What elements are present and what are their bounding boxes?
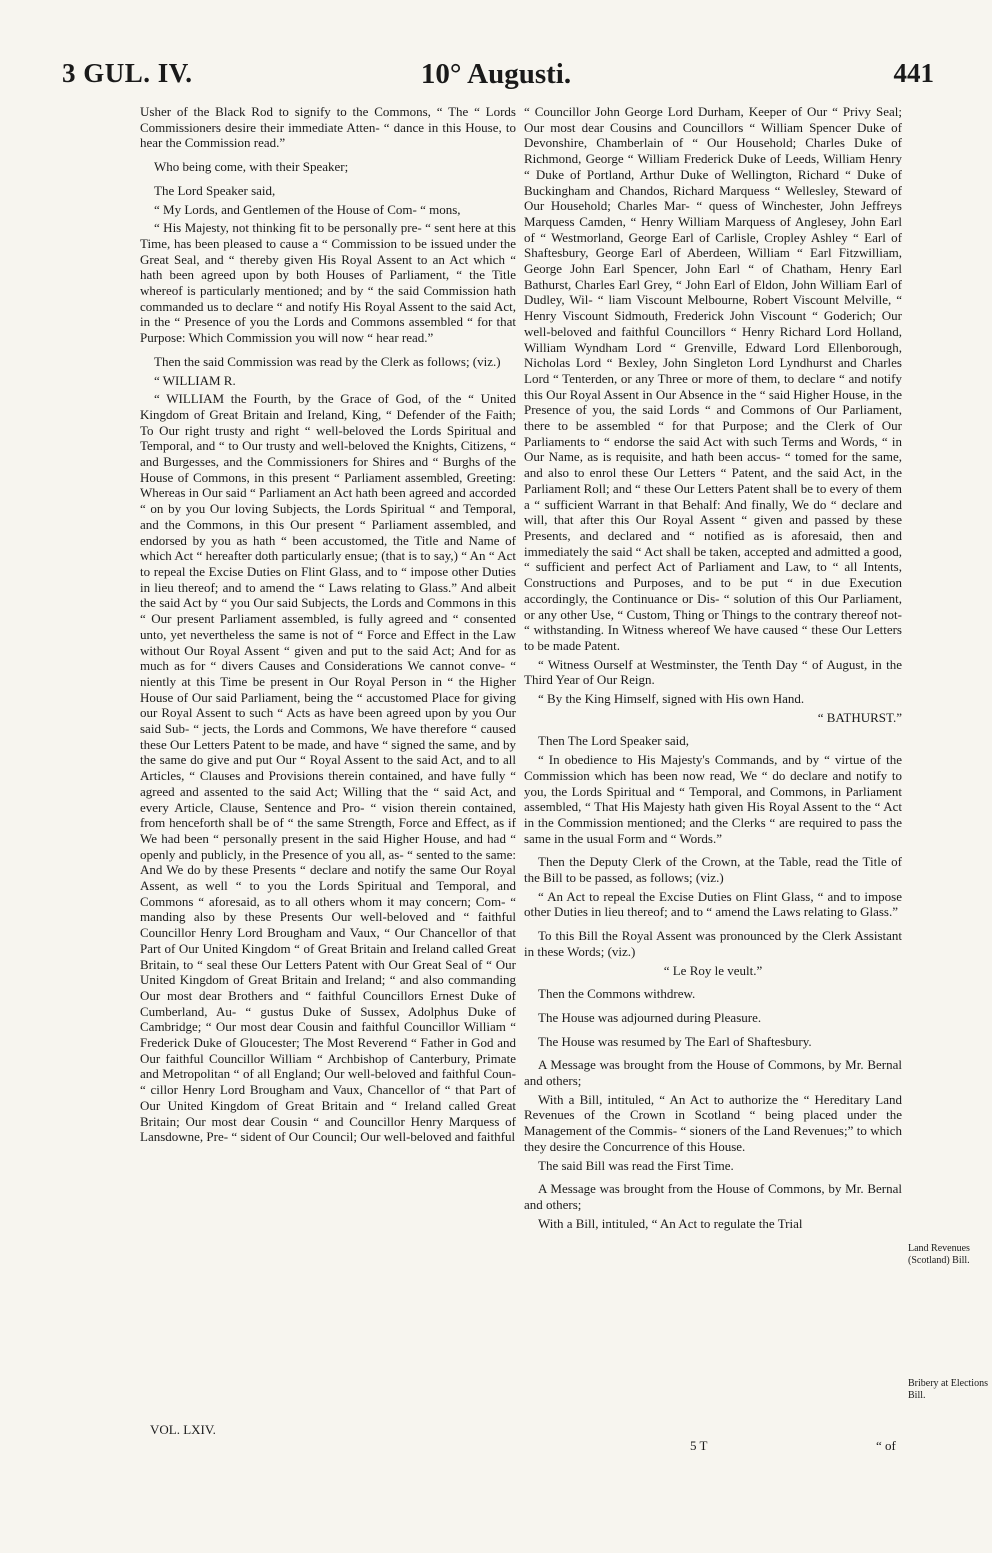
paragraph: To this Bill the Royal Assent was pronounced by the Clerk Assistant in these Words; (viz.): [524, 928, 902, 959]
paragraph: “ In obedience to His Majesty's Commands, and by “ virtue of the Commission which has been now read, We “ do declare and notify to you, the Lords Spiritual and “ Temporal, and Commons, in Parliament assembled, “ That His Majesty hath given His Royal Assent to the “ Act in the Commission mentioned; and the Clerks “ are required to pass the same in the usual Form and “ Words.”: [524, 752, 902, 846]
page-number: 441: [893, 58, 934, 88]
paragraph: “ By the King Himself, signed with His own Hand.: [538, 691, 805, 707]
paragraph: With a Bill, intituled, “ An Act to regulate the Trial: [538, 1215, 803, 1231]
royal-assent-formula: “ Le Roy le veult.”: [663, 962, 763, 978]
regnal-year: 3 GUL. IV.: [62, 58, 193, 88]
page-date: 10° Augusti.: [420, 58, 572, 90]
paragraph: “ His Majesty, not thinking fit to be personally pre- “ sent here at this Time, has been pleased to cause a “ Commission to be issued under the Great Seal, and “ thereby given His Royal Assent to an Act which “ hath been agreed upon by both Houses of Parliament, “ the Title whereof is particularly mentioned; and by “ the said Commission hath commanded us to declare “ and notify His Royal Assent to the said Act, in the “ Presence of you the Lords and Commons assembled “ for that Purpose: Which Commission you will now “ hear read.”: [140, 220, 516, 346]
right-column: [524, 104, 902, 1234]
paragraph: Then the Commons withdrew.: [538, 986, 696, 1002]
paragraph: The Lord Speaker said,: [154, 182, 276, 198]
page-header: [0, 58, 992, 98]
paragraph: The said Bill was read the First Time.: [538, 1157, 734, 1173]
paragraph: Who being come, with their Speaker;: [154, 159, 349, 175]
paragraph: “ Witness Ourself at Westminster, the Tenth Day “ of August, in the Third Year of Our Reign.: [524, 656, 902, 688]
volume-number: VOL. LXIV.: [150, 1422, 216, 1437]
left-column: [140, 104, 516, 1148]
signature-line: “ BATHURST.”: [817, 709, 902, 725]
paragraph: Usher of the Black Rod to signify to the Commons, “ The “ Lords Commissioners desire their immediate Atten- “ dance in this House, to hear the Commission read.”: [140, 104, 516, 151]
paragraph: “ WILLIAM R.: [154, 372, 236, 388]
paragraph: “ Councillor John George Lord Durham, Keeper of Our “ Privy Seal; Our most dear Cousins and Councillors “ William Spencer Duke of Devonshire, Chamberlain of “ Our Household; Charles Duke of Richmond, George “ William Frederick Duke of Leeds, William Henry “ Duke of Portland, Arthur Duke of Wellington, Richard “ Duke of Buckingham and Chandos, Richard Marquess “ Wellesley, Steward of Our Household; Charles Mar- “ quess of Winchester, John Jeffreys Marquess Camden, “ Henry William Marquess of Anglesey, John Earl of “ Westmorland, George Earl of Carlisle, Cropley Ashley “ Earl of Shaftesbury, George Earl of Aberdeen, William “ Earl Fitzwilliam, George John Earl Spencer, John Earl “ of Chatham, Henry Earl Bathurst, Charles Earl Grey, “ John Earl of Eldon, John William Earl of Dudley, Wil- “ liam Viscount Melbourne, Robert Viscount Melville, “ Henry Viscount Sidmouth, Frederick John Viscount “ Goderich; Our well-beloved and faithful Councillors “ Henry Richard Lord Holland, William Wyndham Lord “ Grenville, Edward Lord Ellenborough, Nicholas Lord “ Bexley, John Singleton Lord Lyndhurst and Charles Lord “ Tenterden, or any Three or more of them, to declare “ and notify this Our Royal Assent in Our Absence in the “ said Higher House, in the Presence of you, the said Lords “ and Commons of Our Parliament, there to be assembled “ for that Purpose; and the Clerk of Our Parliaments to “ endorse the said Act with such Terms and Words, “ in Our Name, as is requisite, and hath been accus- “ tomed for the same, and also to enrol these Our Letters “ Patent, and the said Act, in the Parliament Roll; and “ these Our Letters Patent shall be to every of them a “ sufficient Warrant in that Behalf: And finally, We do “ declare and will, that after this Our Royal Assent “ given and passed by these Presents, and declared and “ notified as is aforesaid, then and immediately the said “ Act shall be taken, accepted and admitted a good, “ sufficient and perfect Act of Parliament and Law, to “ all Intents, Constructions and Purposes, and to be put “ in due Execution accordingly, the Continuance or Dis- “ solution of this Our Parliament, or any other Use, “ Custom, Thing or Things to the contrary thereof not- “ withstanding. In Witness whereof We have caused “ these Our Letters to be made Patent.: [524, 104, 902, 653]
paragraph: A Message was brought from the House of Commons, by Mr. Bernal and others;: [524, 1057, 902, 1089]
paragraph: The House was resumed by The Earl of Shaftesbury.: [538, 1033, 812, 1049]
paragraph: Then the said Commission was read by the Clerk as follows; (viz.): [154, 353, 501, 369]
paragraph: “ An Act to repeal the Excise Duties on Flint Glass, “ and to impose other Duties in lieu thereof; and to “ amend the Laws relating to Glass.”: [524, 888, 902, 920]
paragraph: Then The Lord Speaker said,: [538, 733, 690, 749]
paragraph: A Message was brought from the House of Commons, by Mr. Bernal and others;: [524, 1181, 902, 1212]
paragraph: Then the Deputy Clerk of the Crown, at the Table, read the Title of the Bill to be passed, as follows; (viz.): [524, 854, 902, 886]
paragraph: The House was adjourned during Pleasure.: [538, 1009, 762, 1025]
catchword: “ of: [876, 1438, 896, 1453]
paragraph: “ WILLIAM the Fourth, by the Grace of God, of the “ United Kingdom of Great Britain and Ireland, King, “ Defender of the Faith; To Our right trusty and right “ well-beloved the Lords Spiritual and Temporal, and “ to Our trusty and well-beloved the Knights, Citizens, “ and Burgesses, and the Commissioners for Shires and “ Burghs of the House of Commons, in this present “ Parliament assembled, Greeting: Whereas in Our said “ Parliament an Act hath been agreed and accorded “ on by you Our loving Subjects, the Lords Spiritual “ and Temporal, and the Commons, in this Our present “ Parliament assembled, and endorsed by you as hath “ been accustomed, the Title and Name of which Act “ hereafter doth particularly ensue; (that is to say,) “ An “ Act to repeal the Excise Duties on Flint Glass, and to “ impose other Duties in lieu thereof; and to amend the “ Laws relating to Glass.” And albeit the said Act by “ you Our said Subjects, the Lords and Commons in this “ Our present Parliament assembled, is fully agreed and “ consented unto, yet nevertheless the same is not of “ Force and Effect in the Law without Our Royal Assent “ given and put to the said Act; And for as much as for “ divers Causes and Considerations We cannot conve- “ niently at this Time be present in Our Royal Person in “ the Higher House of Our said Parliament, being the “ accustomed Place for giving our Royal Assent to such “ Acts as have been agreed upon by you Our said Sub- “ jects, the Lords and Commons, We have therefore “ caused these Our Letters Patent to be made, and have “ signed the same, and by the same do give and put Our “ Royal Assent to the said Act, and to all Articles, “ Clauses and Provisions therein contained, and have fully “ agreed and assented to the said Act; Willing that the “ said Act, and every Article, Clause, Sentence and Pro- “ vision therein contained, from henceforth shall be of “ the same Strength, Force and Effect, as if We had been “ personally present in the said Higher House, and had “ openly and publicly, in the Presence of you all, as- “ sented to the same: And We do by these Presents “ declare and notify the same Our Royal Assent, as well “ to you the Lords Spiritual and Temporal, and Commons “ aforesaid, as to all others whom it may concern; Com- “ manding also by these Presents Our well-beloved and “ faithful Councillor Henry Lord Brougham and Vaux, “ Our Chancellor of that Part of Our United Kingdom “ of Great Britain and Ireland called Great Britain, to “ seal these Our Letters Patent with Our Great Seal of “ Our United Kingdom of Great Britain and Ireland; “ and also commanding Our most dear Brothers and “ faithful Councillors Ernest Duke of Cumberland, Au- “ gustus Duke of Sussex, Adolphus Duke of Cambridge; “ Our most dear Cousin and faithful Councillor William “ Frederick Duke of Gloucester; The Most Reverend “ Father in God and Our faithful Councillor William “ Archbishop of Canterbury, Primate and Metropolitan “ of all England; Our well-beloved and faithful Coun- “ cillor Henry Lord Brougham and Vaux, Chancellor of “ that Part of Our United Kingdom of Great Britain and “ Ireland called Great Britain; Our most dear Cousin “ and Councillor Henry Marquess of Lansdowne, Pre- “ sident of Our Council; Our well-beloved and faithful: [140, 391, 516, 1145]
margin-note-land-revenues: Land Revenues (Scotland) Bill.: [908, 1243, 970, 1266]
margin-note-bribery: Bribery at Elections Bill.: [908, 1378, 988, 1401]
paragraph: “ My Lords, and Gentlemen of the House of Com- “ mons,: [154, 201, 461, 217]
signature-mark: 5 T: [690, 1438, 708, 1453]
paragraph: With a Bill, intituled, “ An Act to authorize the “ Hereditary Land Revenues of the Crown in Scotland “ being placed under the Management of the Commis- “ sioners of the Land Revenues;” to which they desire the Concurrence of this House.: [524, 1091, 902, 1154]
